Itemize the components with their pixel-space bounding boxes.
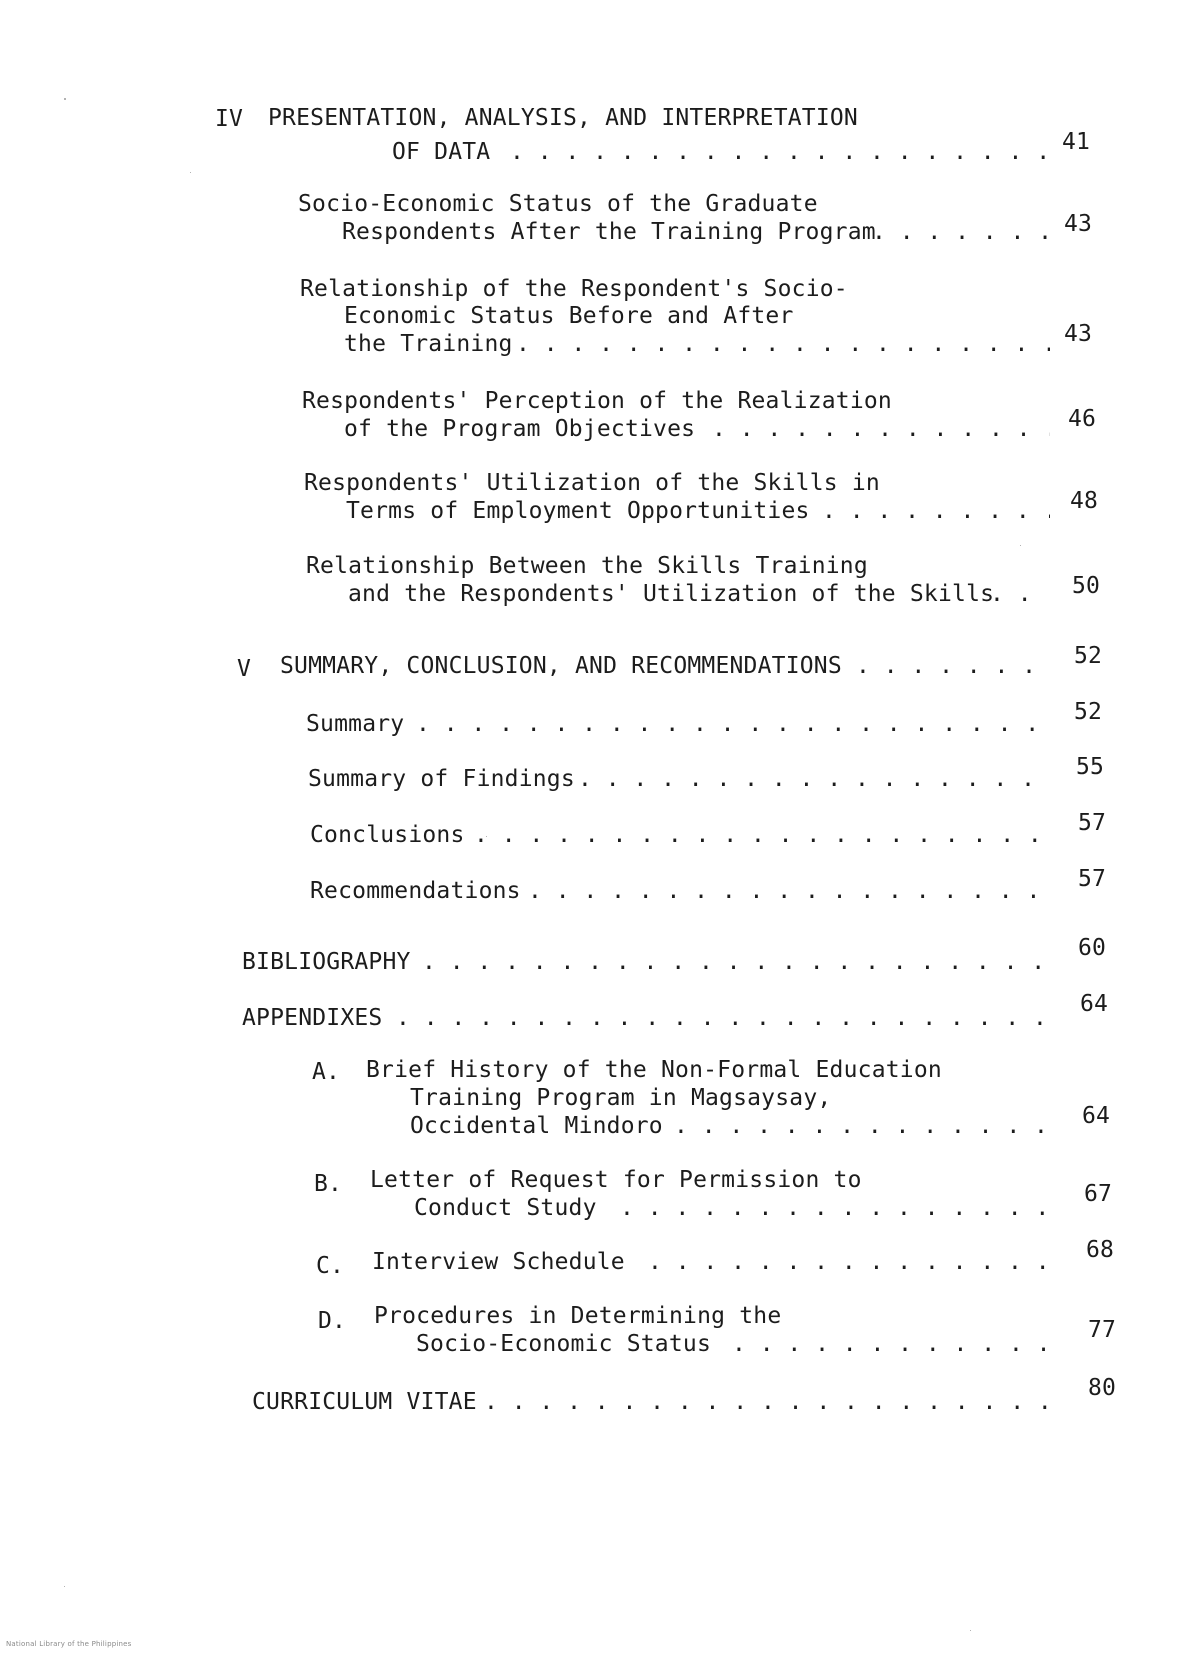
section-line1: Respondents' Perception of the Realization [302, 388, 892, 414]
section-line1: Relationship of the Respondent's Socio- [300, 276, 848, 302]
scan-speck [970, 1630, 971, 1631]
scan-speck [486, 836, 487, 837]
dot-leader [474, 821, 1056, 849]
appendix-letter: D. [318, 1308, 347, 1334]
section-label: Summary [306, 711, 405, 737]
dot-leader [648, 1248, 1058, 1276]
section-line2: Economic Status Before and After [344, 303, 794, 329]
chapter-numeral: V [237, 656, 252, 682]
dot-leader [484, 1388, 1060, 1416]
section-line2: Terms of Employment Opportunities [346, 498, 810, 524]
section-label: Recommendations [310, 878, 521, 904]
appendix-line2: Conduct Study [414, 1195, 597, 1221]
appendix-letter: A. [312, 1059, 341, 1085]
page-number: 50 [1072, 573, 1101, 599]
section-line1: Socio-Economic Status of the Graduate [298, 191, 818, 217]
dot-leader [510, 138, 1050, 166]
appendix-line2: Socio-Economic Status [416, 1331, 711, 1357]
appendix-line1: Brief History of the Non-Formal Education [366, 1057, 942, 1083]
section-line3: the Training [344, 331, 513, 357]
dot-leader [620, 1194, 1058, 1222]
section-line1: Respondents' Utilization of the Skills in [304, 470, 880, 496]
dot-leader [422, 948, 1054, 976]
page-number: 48 [1070, 488, 1099, 514]
dot-leader [712, 415, 1050, 443]
section-line2: and the Respondents' Utilization of the Skills [348, 581, 995, 607]
appendix-letter: B. [314, 1171, 343, 1197]
entry-label: BIBLIOGRAPHY [242, 949, 411, 975]
page-number: 57 [1078, 866, 1107, 892]
section-label: Summary of Findings [308, 766, 575, 792]
scan-speck [190, 172, 191, 173]
scan-speck [64, 1586, 65, 1587]
page-number: 67 [1084, 1181, 1113, 1207]
dot-leader [822, 497, 1050, 525]
dot-leader [732, 1330, 1060, 1358]
page-number: 77 [1088, 1317, 1117, 1343]
section-line1: Relationship Between the Skills Training [306, 553, 868, 579]
page-number: 68 [1086, 1237, 1115, 1263]
page-number: 80 [1088, 1375, 1117, 1401]
appendix-line1: Interview Schedule [372, 1249, 625, 1275]
chapter-title: SUMMARY, CONCLUSION, AND RECOMMENDATIONS [280, 653, 842, 679]
section-line2: Respondents After the Training Program [342, 219, 876, 245]
page-number: 55 [1076, 754, 1105, 780]
entry-label: CURRICULUM VITAE [252, 1389, 477, 1415]
chapter-numeral: IV [215, 106, 244, 132]
appendix-line1: Letter of Request for Permission to [370, 1167, 862, 1193]
page-number: 57 [1078, 810, 1107, 836]
page-number: 52 [1074, 643, 1103, 669]
page-number: 43 [1064, 211, 1093, 237]
page-number: 43 [1064, 321, 1093, 347]
dot-leader [578, 765, 1054, 793]
dot-leader [416, 710, 1054, 738]
scan-speck [64, 98, 66, 100]
dot-leader [516, 330, 1050, 358]
page-number: 52 [1074, 699, 1103, 725]
section-line2: of the Program Objectives [344, 416, 696, 442]
chapter-title-line1: PRESENTATION, ANALYSIS, AND INTERPRETATION [268, 105, 858, 131]
dot-leader [674, 1112, 1056, 1140]
dot-leader [396, 1004, 1054, 1032]
appendix-line1: Procedures in Determining the [374, 1303, 782, 1329]
page-number: 64 [1082, 1103, 1111, 1129]
appendix-line3: Occidental Mindoro [410, 1113, 663, 1139]
scan-footer: National Library of the Philippines [6, 1640, 132, 1648]
scan-speck [1020, 545, 1021, 546]
entry-label: APPENDIXES [242, 1005, 383, 1031]
dot-leader [872, 218, 1050, 246]
appendix-line2: Training Program in Magsaysay, [410, 1085, 832, 1111]
page-number: 41 [1062, 129, 1091, 155]
page-number: 46 [1068, 406, 1097, 432]
page-number: 64 [1080, 991, 1109, 1017]
appendix-letter: C. [316, 1253, 345, 1279]
page-number: 60 [1078, 935, 1107, 961]
dot-leader [856, 652, 1052, 680]
dot-leader [528, 877, 1056, 905]
chapter-title-line2: OF DATA [392, 139, 491, 165]
dot-leader [990, 580, 1050, 608]
section-label: Conclusions [310, 822, 465, 848]
